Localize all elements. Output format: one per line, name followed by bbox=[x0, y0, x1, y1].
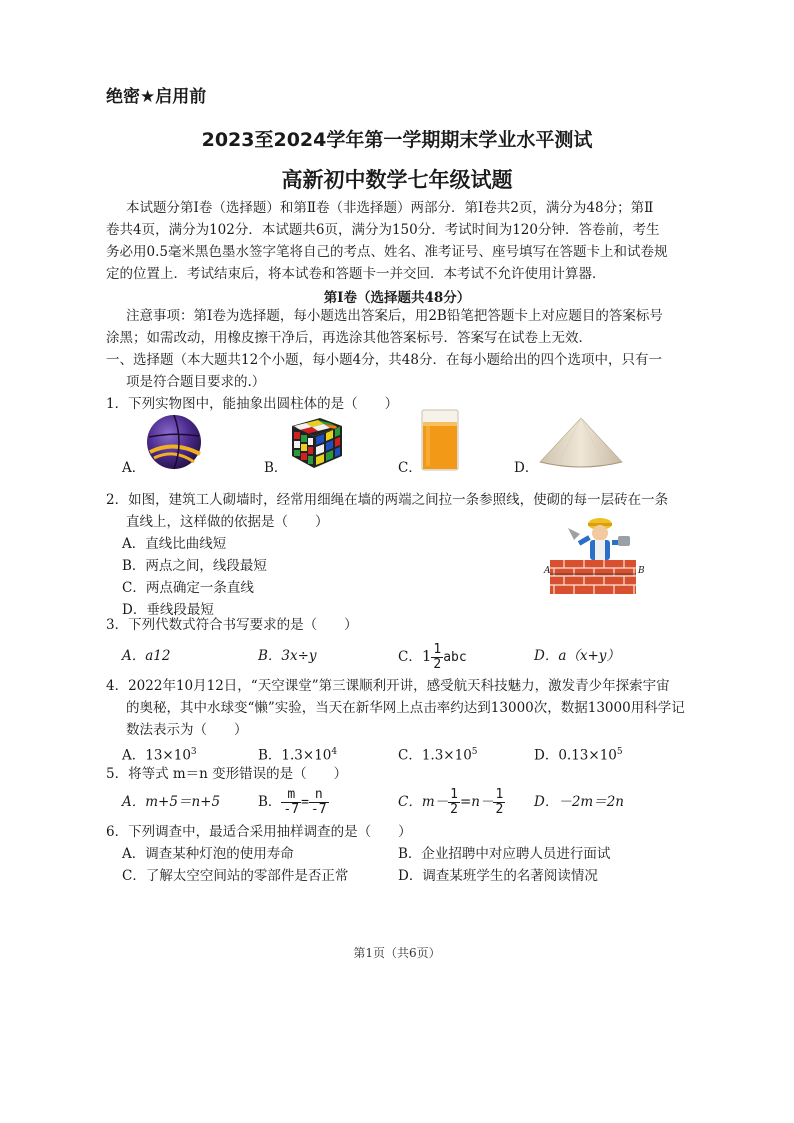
q4-option-b-exponent: 4 bbox=[331, 747, 338, 757]
q2-option-a: A．直线比曲线短 bbox=[122, 536, 227, 552]
q4-option-b-base: B．1.3×10 bbox=[258, 747, 332, 764]
q5-option-d: D．－2m＝2n bbox=[534, 794, 624, 810]
section-title: 第Ⅰ卷（选择题共48分） bbox=[323, 290, 471, 306]
q5-option-c bbox=[398, 786, 505, 818]
point-b-label: B bbox=[638, 566, 645, 576]
q5-option-b-fraction-2 bbox=[309, 788, 329, 817]
q4-option-c-base: C．1.3×10 bbox=[398, 747, 472, 764]
q4-stem-line-1: 4．2022年10月12日，“天空课堂”第三课顺利开讲，感受航天科技魅力，激发青少年探索宇宙 bbox=[106, 678, 670, 694]
q3-stem: 3．下列代数式符合书写要求的是（ ） bbox=[106, 617, 358, 633]
q1-option-a-label: A． bbox=[122, 460, 146, 476]
intro-line-1: 本试题分第Ⅰ卷（选择题）和第Ⅱ卷（非选择题）两部分．第Ⅰ卷共2页，满分为48分；第Ⅱ bbox=[126, 200, 654, 216]
q5-option-c-numerator-1: 1 bbox=[450, 787, 458, 802]
q6-stem: 6．下列调查中，最适合采用抽样调查的是（ ） bbox=[106, 824, 412, 840]
q3-option-c-whole: 1 bbox=[421, 647, 432, 665]
q6-option-a: A．调查某种灯泡的使用寿命 bbox=[122, 846, 294, 862]
intro-line-3: 务必用0.5毫米黑色墨水签字笔将自己的考点、姓名、准考证号、座号填写在答题卡上和试卷规 bbox=[106, 244, 668, 260]
confidential-label: 绝密★启用前 bbox=[106, 87, 207, 107]
q1-option-d-label: D． bbox=[514, 460, 539, 476]
q2-stem-line-2: 直线上，这样做的依据是（ ） bbox=[126, 514, 329, 530]
q4-option-a-base: A．13×10 bbox=[122, 747, 191, 764]
q2-option-b: B．两点之间，线段最短 bbox=[122, 558, 267, 574]
q4-option-d bbox=[534, 742, 623, 766]
conical-hat-image bbox=[538, 414, 624, 472]
q5-option-c-denominator-1: 2 bbox=[450, 802, 458, 817]
q4-option-a bbox=[122, 742, 197, 766]
q4-option-c-exponent: 5 bbox=[471, 747, 478, 757]
q3-option-c-numerator: 1 bbox=[433, 642, 442, 657]
q5-option-b-numerator-1: m bbox=[281, 788, 301, 803]
notes-line-2: 涂黑；如需改动，用橡皮擦干净后，再选涂其他答案标号．答案写在试卷上无效． bbox=[106, 330, 592, 346]
q3-option-c-prefix: C． bbox=[398, 649, 422, 665]
part1-line-2: 项是符合题目要求的.） bbox=[126, 374, 266, 390]
rubiks-cube-image bbox=[286, 412, 346, 472]
q4-option-a-exponent: 3 bbox=[190, 747, 197, 757]
q4-stem-line-3: 数法表示为（ ） bbox=[126, 722, 248, 738]
q5-option-b-equals: = bbox=[301, 795, 309, 810]
q6-option-d: D．调查某班学生的名著阅读情况 bbox=[398, 868, 598, 884]
q2-option-d: D．垂线段最短 bbox=[122, 602, 214, 618]
q6-option-c: C．了解太空空间站的零部件是否正常 bbox=[122, 868, 349, 884]
q1-option-c-label: C． bbox=[398, 460, 422, 476]
q4-option-d-base: D．0.13×10 bbox=[534, 747, 617, 764]
q5-option-b-prefix: B． bbox=[258, 794, 282, 810]
q1-option-b-label: B． bbox=[264, 460, 288, 476]
q5-option-a: A．m+5＝n+5 bbox=[122, 794, 221, 810]
bricklayer-figure bbox=[538, 514, 648, 594]
q4-option-b bbox=[258, 742, 337, 766]
bricklayer-illustration bbox=[538, 514, 648, 594]
q5-stem: 5．将等式 m＝n 变形错误的是（ ） bbox=[106, 766, 348, 782]
q5-option-b-fraction-1 bbox=[281, 788, 301, 817]
intro-line-2: 卷共4页，满分为102分．本试题共6页，满分为150分．考试时间为120分钟．答卷前，考生 bbox=[106, 222, 660, 238]
q1-stem: 1．下列实物图中，能抽象出圆柱体的是（ ） bbox=[106, 396, 399, 412]
part1-line-1: 一、选择题（本大题共12个小题，每小题4分，共48分．在每小题给出的四个选项中，只有一 bbox=[106, 352, 662, 368]
q5-option-c-fraction-2 bbox=[493, 788, 505, 817]
q3-option-c-fraction bbox=[431, 643, 443, 672]
exam-subtitle: 高新初中数学七年级试题 bbox=[281, 168, 513, 192]
q3-option-c-denominator: 2 bbox=[433, 657, 442, 672]
q3-option-b: B．3x÷y bbox=[258, 648, 317, 664]
q2-stem-line-1: 2．如图，建筑工人砌墙时，经常用细绳在墙的两端之间拉一条参照线，使砌的每一层砖在一条 bbox=[106, 492, 669, 508]
q4-option-c bbox=[398, 742, 478, 766]
q3-option-a: A．a12 bbox=[122, 648, 171, 664]
q6-option-b: B．企业招聘中对应聘人员进行面试 bbox=[398, 846, 611, 862]
q5-option-c-prefix: C．m－ bbox=[398, 794, 449, 810]
glass-of-juice-image bbox=[418, 408, 462, 472]
q5-option-c-middle: =n－ bbox=[459, 794, 494, 810]
q3-option-c-suffix: abc bbox=[443, 650, 467, 665]
notes-line-1: 注意事项：第Ⅰ卷为选择题，每小题选出答案后，用2B铅笔把答题卡上对应题目的答案标号 bbox=[126, 308, 663, 324]
q5-option-b bbox=[258, 786, 329, 819]
q5-option-c-denominator-2: 2 bbox=[495, 802, 504, 817]
q5-option-c-numerator-2: 1 bbox=[495, 787, 504, 802]
exam-title: 2023至2024学年第一学期期末学业水平测试 bbox=[201, 129, 593, 151]
q2-option-c: C．两点确定一条直线 bbox=[122, 580, 254, 596]
intro-line-4: 定的位置上．考试结束后，将本试卷和答题卡一并交回．本考试不允许使用计算器． bbox=[106, 266, 606, 282]
q5-option-b-denominator-1: -7 bbox=[283, 802, 300, 817]
q4-option-d-exponent: 5 bbox=[616, 747, 623, 757]
q4-stem-line-2: 的奥秘，其中水球变“懒”实验，当天在新华网上点击率约达到13000次，数据13000用科学记 bbox=[126, 700, 685, 716]
q3-option-c bbox=[398, 640, 467, 674]
basketball-image bbox=[144, 412, 204, 472]
q3-option-d: D．a（x+y） bbox=[534, 648, 620, 664]
point-a-label: A bbox=[544, 566, 551, 576]
q5-option-b-denominator-2: -7 bbox=[310, 802, 327, 817]
page-footer: 第1页（共6页） bbox=[353, 946, 441, 960]
q5-option-b-numerator-2: n bbox=[309, 788, 329, 803]
q5-option-c-fraction-1 bbox=[448, 788, 460, 817]
